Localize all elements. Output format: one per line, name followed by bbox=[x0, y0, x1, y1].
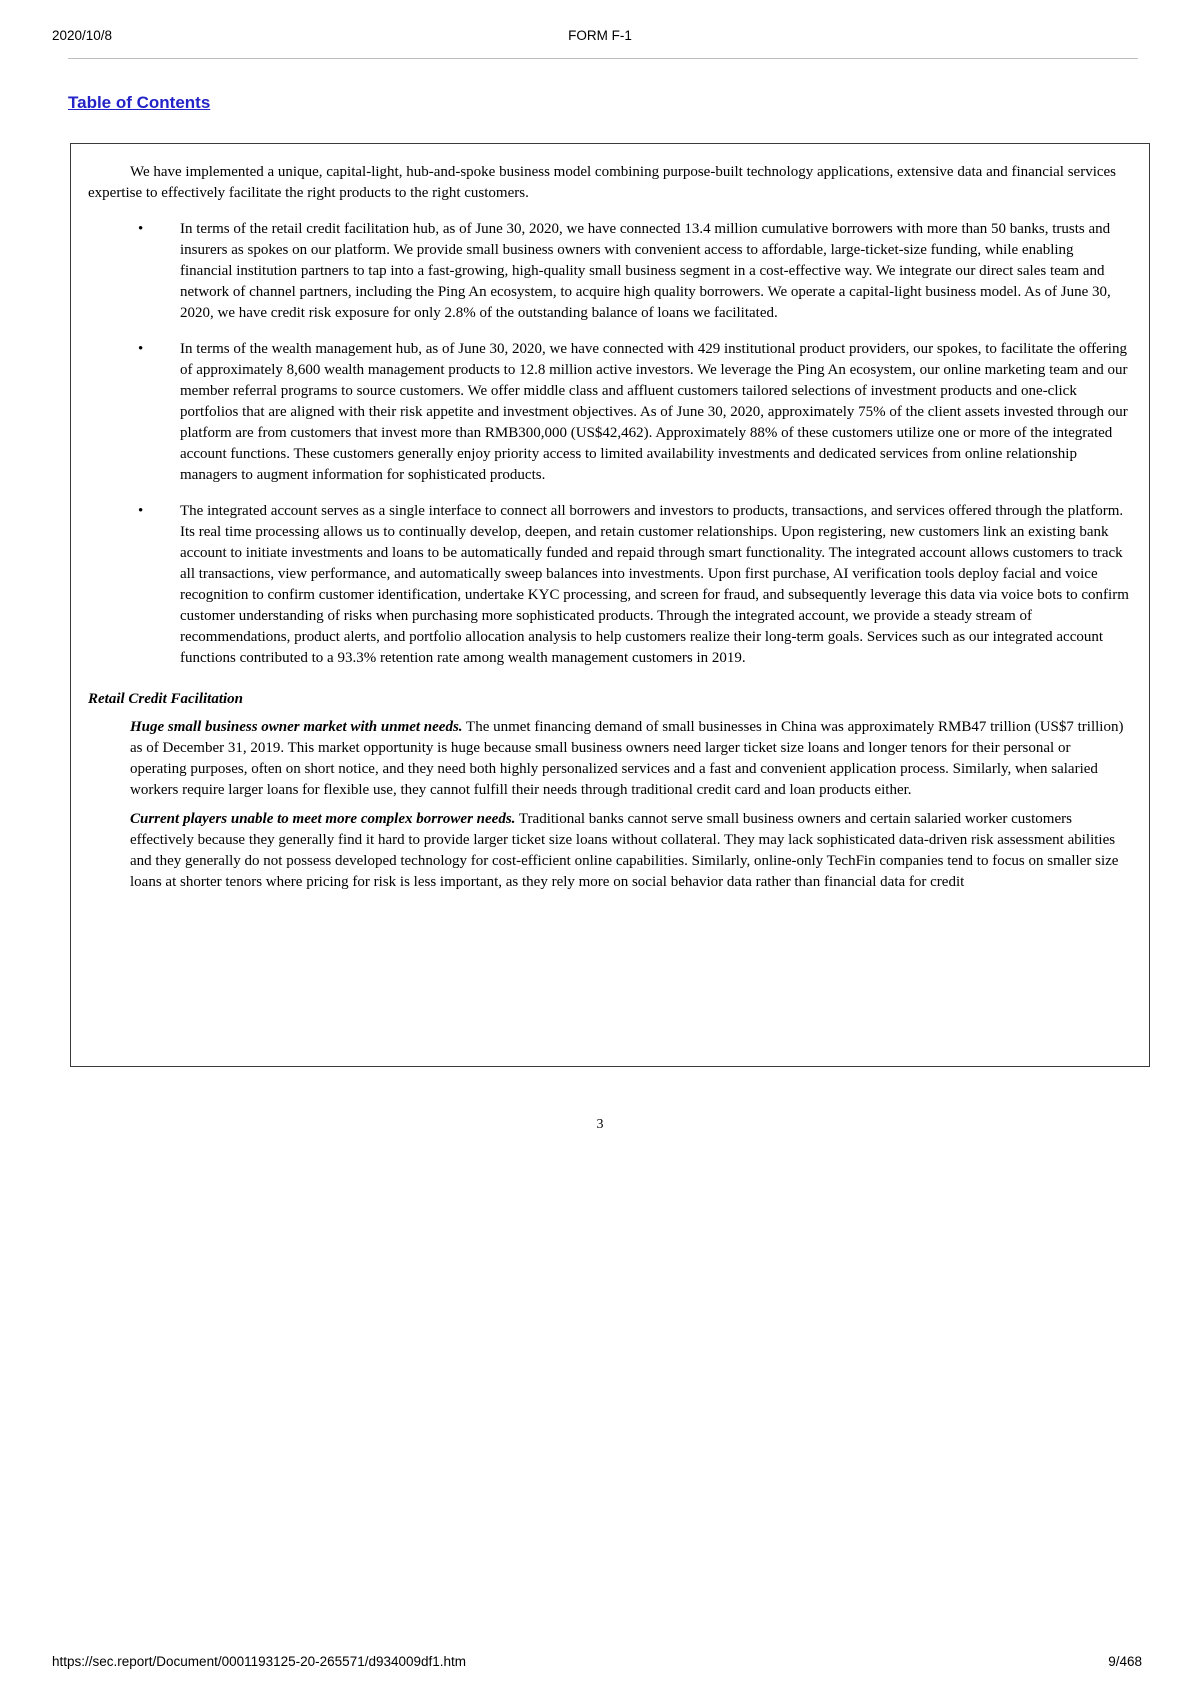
bullet-text-wealth-management-hub: In terms of the wealth management hub, as of June 30, 2020, we have connected with 429 institutional product providers, our spokes, to facilitate the offering of approximately 8,600 wealth management products to 12.8 million active investors. We leverage the Ping An ecosystem, our online marketing team and our member referral programs to source customers. We offer middle class and affluent customers tailored selections of investment products and one-click portfolios that are aligned with their risk appetite and investment objectives. As of June 30, 2020, approximately 75% of the client assets invested through our platform are from customers that invest more than RMB300,000 (US$42,462). Approximately 88% of these customers utilize one or more of the integrated account functions. These customers generally enjoy priority access to limited availability investments and dedicated services from online relationship managers to augment information for sophisticated products. bbox=[180, 341, 1128, 483]
subsection-lead: Current players unable to meet more complex borrower needs. bbox=[130, 811, 516, 827]
document-url: https://sec.report/Document/0001193125-20-265571/d934009df1.htm bbox=[52, 1654, 467, 1669]
content-box bbox=[70, 143, 1150, 1067]
subsection-text: The unmet financing demand of small businesses in China was approximately RMB47 trillion (US$7 trillion) as of December 31, 2019. This market opportunity is huge because small business owners need larger ticket size loans and longer tenors for their personal or operating purposes, often on short notice, and they need both highly personalized services and a fast and convenient application process. Similarly, when salaried workers require larger loans for flexible use, they cannot fulfill their needs through traditional credit card and loan products either. bbox=[130, 719, 1124, 798]
header-divider bbox=[68, 58, 1138, 59]
intro-paragraph: We have implemented a unique, capital-light, hub-and-spoke business model combining purpose-built technology applications, extensive data and financial services expertise to effectively facilitate the right products to the right customers. bbox=[88, 164, 1117, 201]
page-number: 3 bbox=[596, 1117, 604, 1132]
section-heading: Retail Credit Facilitation bbox=[88, 691, 244, 707]
bullet-text-retail-credit-hub: In terms of the retail credit facilitation hub, as of June 30, 2020, we have connected 13.4 million cumulative borrowers with more than 50 banks, trusts and insurers as spokes on our platform. We provide small business owners with convenient access to affordable, large-ticket-size funding, while enabling financial institution partners to tap into a fast-growing, high-quality small business segment in a cost-effective way. We integrate our direct sales team and network of channel partners, including the Ping An ecosystem, to acquire high quality borrowers. We operate a capital-light business model. As of June 30, 2020, we have credit risk exposure for only 2.8% of the outstanding balance of loans we facilitated. bbox=[180, 221, 1111, 321]
subsection-text: Traditional banks cannot serve small business owners and certain salaried worker customers effectively because they generally find it hard to provide larger ticket size loans without collateral. They may lack sophisticated data-driven risk assessment abilities and they generally do not possess developed technology for cost-efficient online capabilities. Similarly, online-only TechFin companies tend to focus on smaller size loans at shorter tenors where pricing for risk is less important, as they rely more on social behavior data rather than financial data for credit bbox=[130, 811, 1119, 890]
bullet-symbol: • bbox=[138, 341, 144, 357]
bullet-symbol: • bbox=[138, 221, 144, 237]
bullet-item bbox=[88, 339, 1129, 486]
subsection-paragraph bbox=[130, 809, 1129, 893]
print-header bbox=[52, 28, 1148, 48]
table-of-contents-link[interactable]: Table of Contents bbox=[68, 93, 211, 112]
subsection-lead: Huge small business owner market with unmet needs. bbox=[130, 719, 463, 735]
subsection-paragraph bbox=[130, 717, 1129, 801]
print-footer bbox=[52, 1654, 1148, 1674]
bullet-item bbox=[88, 501, 1129, 669]
bullet-item bbox=[88, 219, 1129, 324]
bullet-text-integrated-account: The integrated account serves as a single interface to connect all borrowers and investors to products, transactions, and services offered through the platform. Its real time processing allows us to continually develop, deepen, and retain customer relationships. Upon registering, new customers link an existing bank account to initiate investments and loans to be automatically funded and repaid through smart functionality. The integrated account allows customers to track all transactions, view performance, and automatically sweep balances into investments. Upon first purchase, AI verification tools deploy facial and voice recognition to confirm customer identification, undertake KYC processing, and screen for fraud, and subsequently leverage this data via voice bots to confirm customer understanding of risks when purchasing more sophisticated products. Through the integrated account, we provide a steady stream of recommendations, product alerts, and portfolio allocation analysis to help customers realize their long-term goals. Services such as our integrated account functions contributed to a 93.3% retention rate among wealth management customers in 2019. bbox=[180, 503, 1129, 666]
bullet-symbol: • bbox=[138, 503, 144, 519]
print-title: FORM F-1 bbox=[568, 28, 632, 43]
page-count: 9/468 bbox=[1108, 1654, 1142, 1669]
print-date: 2020/10/8 bbox=[52, 28, 113, 43]
